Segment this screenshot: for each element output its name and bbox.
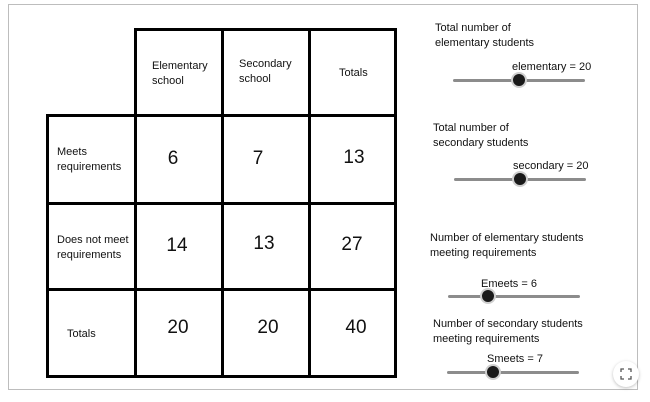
slider-handle-secondary[interactable] — [514, 173, 526, 185]
cell-totals-elementary: 20 — [167, 317, 189, 338]
applet-frame — [8, 4, 638, 390]
table-line — [134, 28, 397, 31]
cell-meets-elementary: 6 — [167, 148, 179, 169]
slider-value-emeets: Emeets = 6 — [481, 278, 537, 290]
column-header-totals: Totals — [339, 67, 368, 79]
slider-label-secondary-meets: Number of secondary students meeting requirements — [433, 318, 583, 345]
cell-meets-totals: 13 — [343, 147, 365, 168]
slider-label-elementary: Total number of elementary students — [435, 22, 535, 49]
column-header-secondary: Secondary school — [239, 58, 292, 85]
cell-not-meet-secondary: 13 — [253, 233, 275, 254]
fullscreen-button[interactable] — [613, 361, 639, 387]
slider-track-smeets[interactable] — [447, 371, 579, 374]
slider-handle-smeets[interactable] — [487, 366, 499, 378]
row-header-totals: Totals — [67, 328, 96, 340]
column-header-elementary: Elementary school — [152, 60, 208, 87]
slider-handle-elementary[interactable] — [513, 74, 525, 86]
slider-value-secondary: secondary = 20 — [513, 160, 589, 172]
slider-track-emeets[interactable] — [448, 295, 580, 298]
slider-label-elementary-meets: Number of elementary students meeting requirements — [430, 232, 584, 259]
cell-not-meet-elementary: 14 — [166, 235, 188, 256]
slider-label-secondary: Total number of secondary students — [433, 122, 529, 149]
table-line — [46, 114, 49, 378]
slider-value-elementary: elementary = 20 — [512, 61, 592, 73]
table-line — [134, 28, 137, 378]
fullscreen-icon — [620, 368, 632, 380]
slider-handle-emeets[interactable] — [482, 290, 494, 302]
cell-meets-secondary: 7 — [252, 148, 264, 169]
slider-value-smeets: Smeets = 7 — [487, 353, 543, 365]
cell-totals-totals: 40 — [345, 317, 367, 338]
cell-not-meet-totals: 27 — [341, 234, 363, 255]
cell-totals-secondary: 20 — [257, 317, 279, 338]
row-header-does-not-meet: Does not meet requirements — [57, 234, 129, 261]
row-header-meets: Meets requirements — [57, 146, 122, 173]
